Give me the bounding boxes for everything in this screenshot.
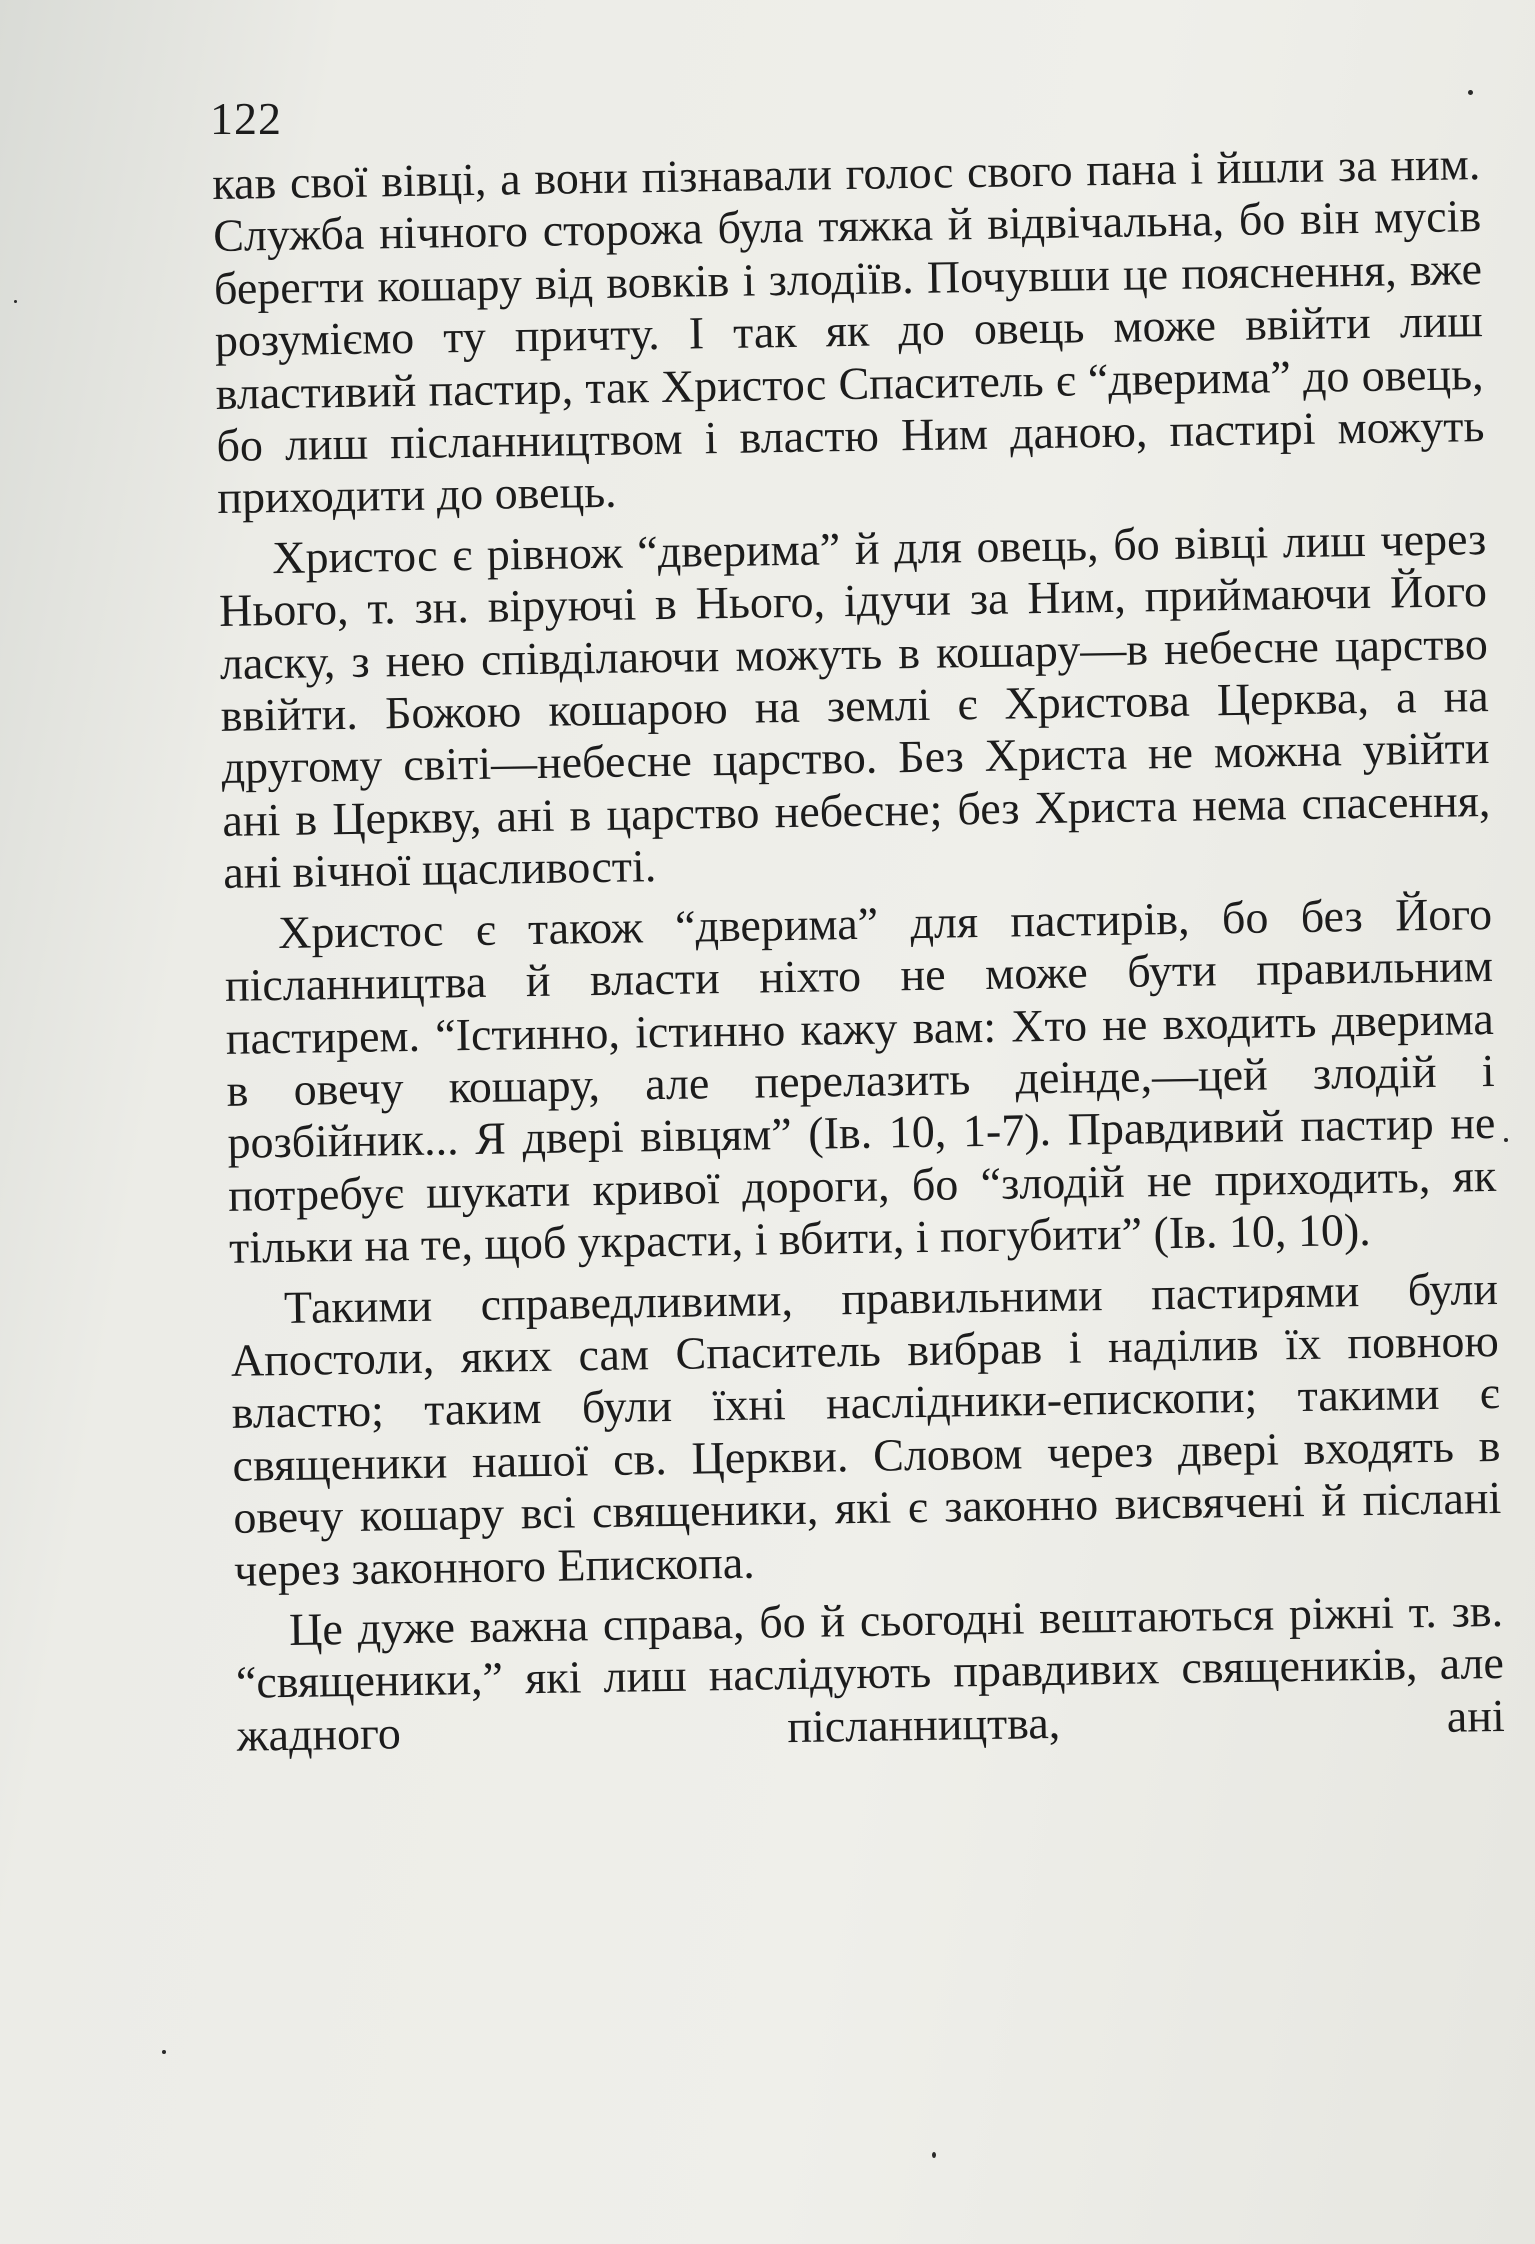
paper-speck xyxy=(1504,1138,1508,1142)
paragraph-1: кав свої вівці, а вони пізнавали голос свого пана і йшли за ним. Служба нічного сторожа була тяжка й відвічальна, бо він мусів берегти кошару від вовків і злодіїв. Почувши це пояснення, вже розуміємо ту причту. І так як до овець може ввійти лиш властивий пастир, так Христос Спаситель є “дверима” до овець, бо лиш післанництвом і властю Ним даною, пастирі можуть приходити до овець. xyxy=(212,138,1485,524)
page-number: 122 xyxy=(210,93,282,144)
paper-speck xyxy=(162,2050,166,2054)
paper-speck xyxy=(1468,90,1473,95)
paragraph-4: Такими справедливими, правильними пастирями були Апостоли, яких сам Спаситель вибрав і наділив їх повною властю; таким були їхні наслідники-епископи; такими є священики нашої св. Церкви. Словом через двері входять в овечу кошару всі священики, які є законно висвячені й післані через законного Епископа. xyxy=(230,1262,1502,1596)
paragraph-2: Христос є рівнож “дверима” й для овець, бо вівці лиш через Нього, т. зн. віруючі в Нього, ідучи за Ним, приймаючи Його ласку, з нею співділаючи можуть в кошару—в небесне царство ввійти. Божою кошарою на землі є Христова Церква, а на другому світі—небесне царство. Без Христа не можна увійти ані в Церкву, ані в царство небесне; без Христа нема спасення, ані вічної щасливості. xyxy=(218,512,1491,899)
paragraph-5: Це дуже важна справа, бо й сьогодні вештаються ріжні т. зв. “священики,” які лиш наслідують правдивих священиків, але жадного післанництва, ані xyxy=(235,1584,1506,1761)
paper-speck xyxy=(932,2152,936,2158)
paragraph-3: Христос є також “дверима” для пастирів, бо без Його післанництва й власти ніхто не може бути правильним пастирем. “Істинно, істинно кажу вам: Хто не входить дверима в овечу кошару, але перелазить деінде,—цей злодій і розбійник... Я двері вівцям” (Ів. 10, 1-7). Правдивий пастир не потребує шукати кривої дороги, бо “злодій не приходить, як тільки на те, щоб украсти, і вбити, і погубити” (Ів. 10, 10). xyxy=(224,887,1497,1273)
body-text xyxy=(212,138,1505,1762)
paper-speck xyxy=(14,300,17,303)
